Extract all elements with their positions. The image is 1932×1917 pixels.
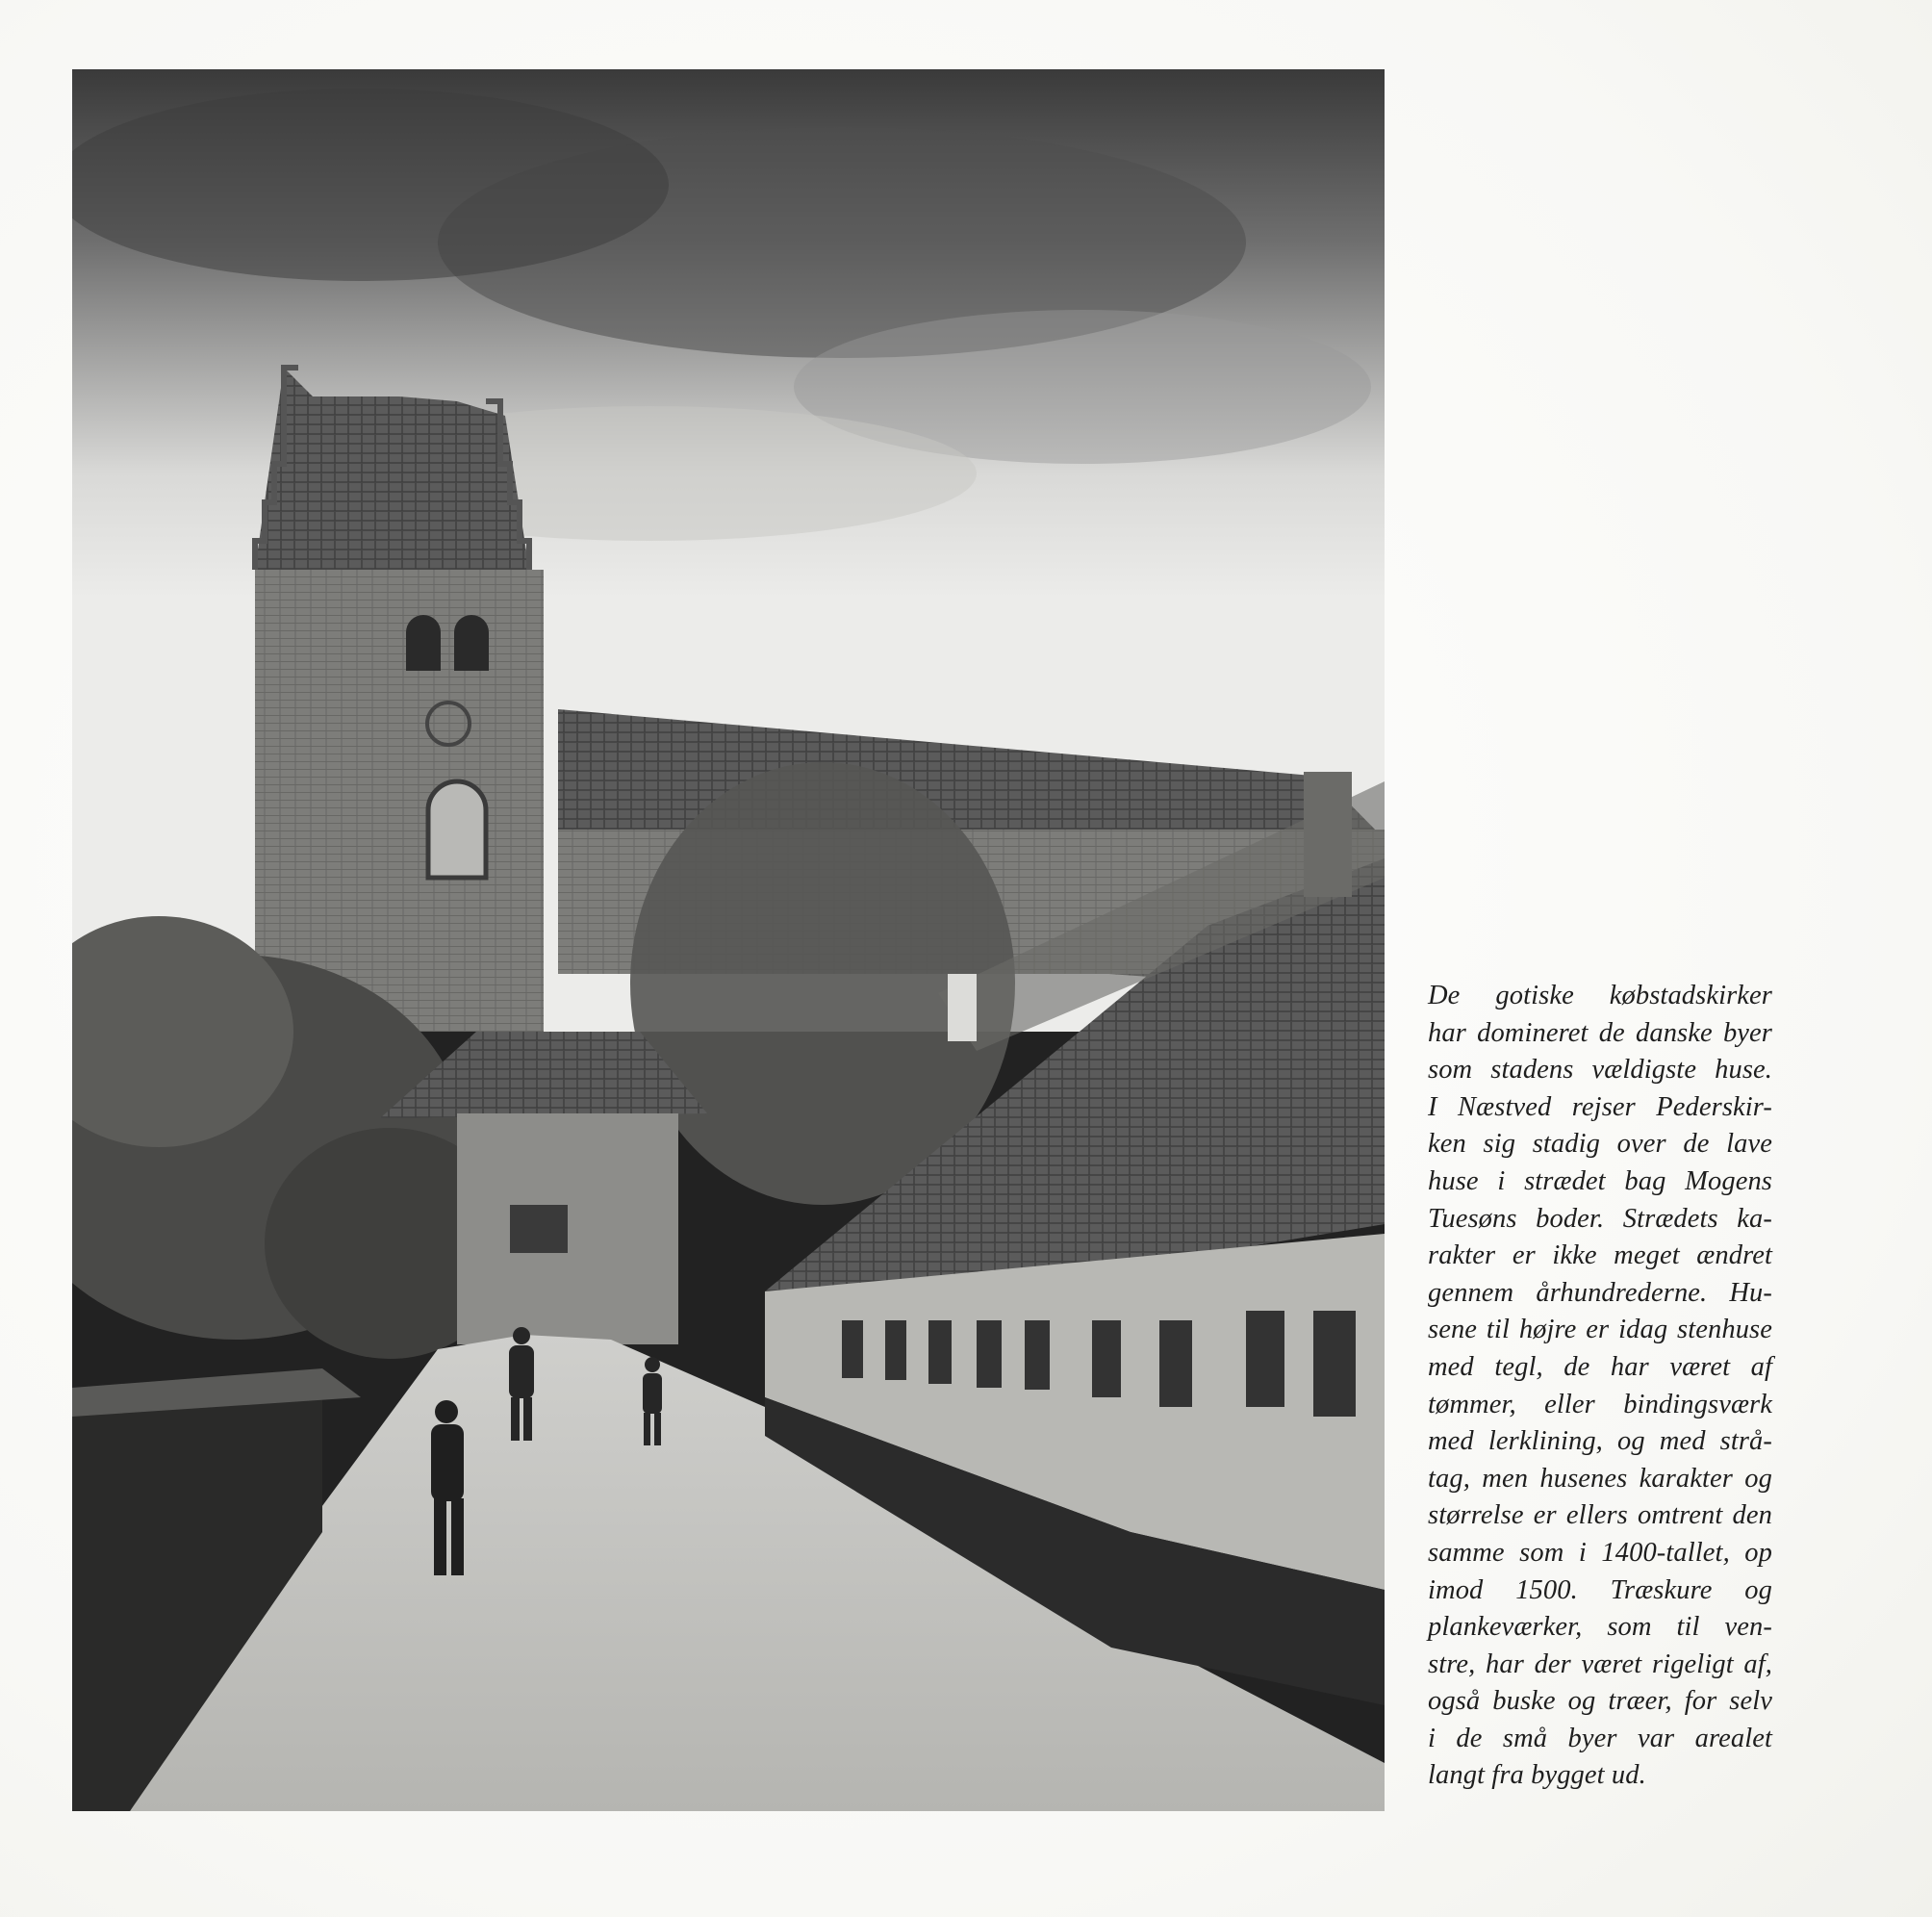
- caption-line: ken sig stadig over de lave: [1428, 1129, 1772, 1160]
- caption-line: huse i strædet bag Mogens: [1428, 1165, 1772, 1196]
- caption-line: som stadens vældigste huse.: [1428, 1055, 1772, 1086]
- caption-line: De gotiske købstadskirker: [1428, 981, 1772, 1010]
- caption-line: tag, men husenes karakter og: [1428, 1463, 1772, 1494]
- caption-line: med lerklining, og med strå-: [1428, 1426, 1772, 1457]
- church-street-photo: [72, 69, 1385, 1811]
- caption-line: i de små byer var arealet: [1428, 1723, 1772, 1753]
- caption-line: imod 1500. Træskure og: [1428, 1574, 1772, 1605]
- caption-line: har domineret de danske byer: [1428, 1017, 1772, 1048]
- caption-line: samme som i 1400-tallet, op: [1428, 1537, 1772, 1568]
- caption-line: stre, har der været rigeligt af,: [1428, 1649, 1772, 1679]
- caption-line: langt fra bygget ud.: [1428, 1760, 1646, 1791]
- caption-line: størrelse er ellers omtrent den: [1428, 1500, 1772, 1531]
- caption-line: plankeværker, som til ven-: [1428, 1612, 1772, 1643]
- caption-line: tømmer, eller bindingsværk: [1428, 1389, 1772, 1419]
- caption-line: gennem århundrederne. Hu-: [1428, 1277, 1772, 1308]
- caption-line: rakter er ikke meget ændret: [1428, 1240, 1772, 1271]
- caption-line: I Næstved rejser Pederskir-: [1428, 1091, 1772, 1122]
- caption-line: også buske og træer, for selv: [1428, 1686, 1772, 1717]
- caption-line: Tuesøns boder. Strædets ka-: [1428, 1203, 1772, 1234]
- photo-caption: [1428, 978, 1772, 1795]
- caption-line: med tegl, de har været af: [1428, 1351, 1772, 1382]
- photo-illustration: [72, 69, 1385, 1811]
- caption-line: sene til højre er idag stenhuse: [1428, 1315, 1772, 1345]
